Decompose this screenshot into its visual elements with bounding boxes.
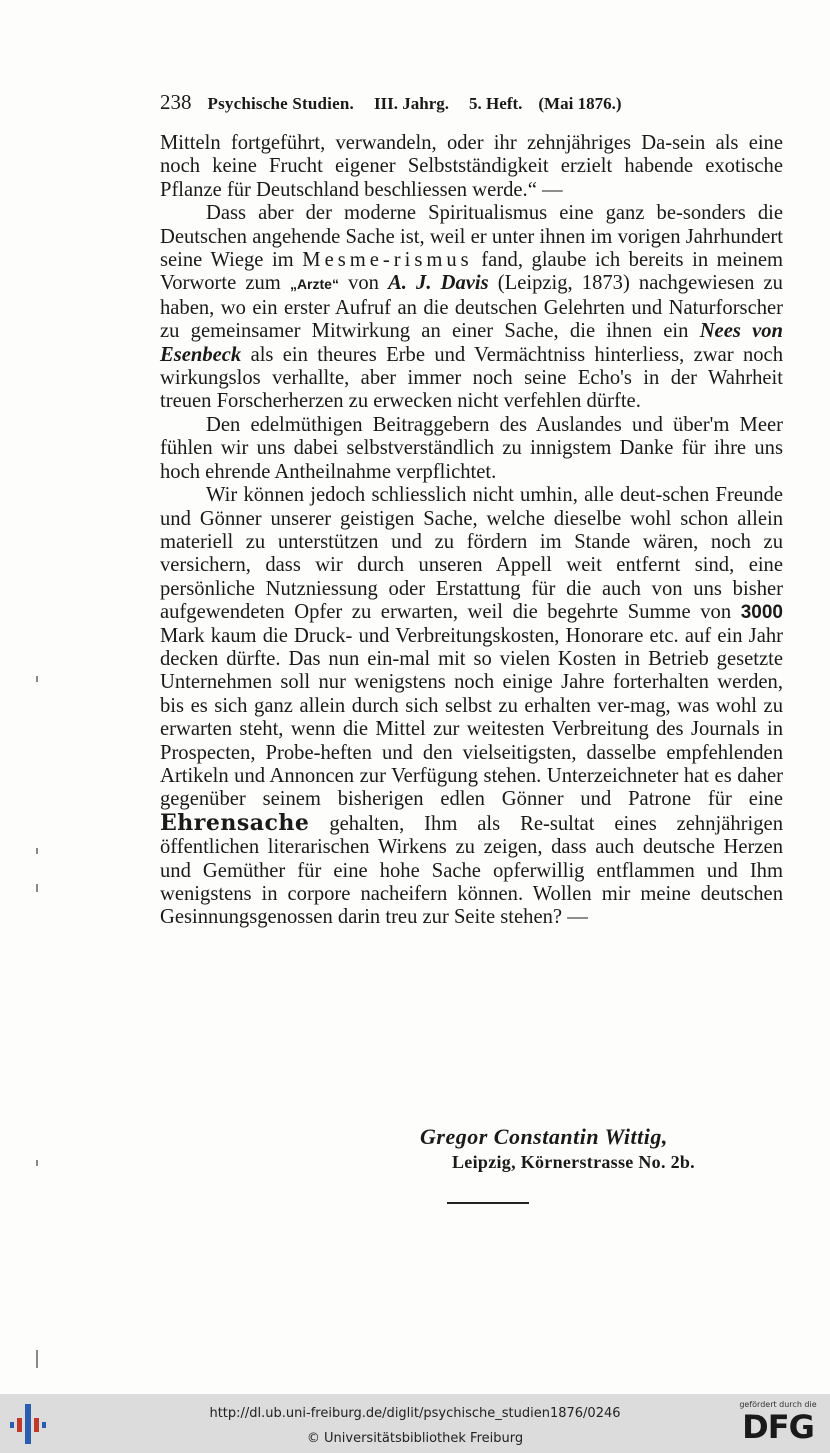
paragraph-1: Mitteln fortgeführt, verwandeln, oder ihr zehnjähriges Da-sein als eine noch keine Frucht eigener Selbstständigkeit erzielt habende exotische Pflanze für Deutschland beschliessen werde.“ — xyxy=(160,132,783,201)
margin-mark xyxy=(36,848,38,854)
arzte-title: „Arzte“ xyxy=(289,276,339,293)
word-ehrensache: Ehrensache xyxy=(160,809,310,836)
sponsor-caption: gefördert durch die xyxy=(739,1400,817,1409)
name-nees-von-esenbeck: Nees von Esenbeck xyxy=(160,320,783,366)
closing-rule xyxy=(447,1202,529,1204)
signature-address: Leipzig, Körnerstrasse No. 2b. xyxy=(452,1152,695,1172)
margin-mark xyxy=(36,884,38,892)
spaced-word-mesmerismus: Mesme-rismus xyxy=(302,249,473,272)
sum-amount: 3000 xyxy=(740,602,783,624)
paragraph-2: Dass aber der moderne Spiritualismus eine ganz be-sonders die Deutschen angehende Sache ist, weil er unter ihnen im vorigen Jahrhundert seine Wiege im Mesme-rismus fand, glaube ich bereits in meinem Vorworte zum „Arzte“ von A. J. Davis (Leipzig, 1873) nachgewiesen zu haben, wo ein erster Aufruf an die deutschen Gelehrten und Naturforscher zu gemeinsamer Mitwirkung an einer Sache, die ihnen ein Nees von Esenbeck als ein theures Erbe und Vermächtniss hinterliess, zwar noch wirkungslos verhallte, aber immer noch seine Echo's in der Wahrheit treuen Forscherherzen zu erwecken nicht verfehlen dürfte. xyxy=(160,202,784,413)
copyright: © Universitätsbibliothek Freiburg xyxy=(306,1431,524,1446)
body-text xyxy=(160,132,783,930)
paragraph-3: Den edelmüthigen Beitraggebern des Auslandes und über'm Meer fühlen wir uns dabei selbstverständlich zu innigstem Danke für ihre uns hoch ehrende Antheilnahme verpflichtet. xyxy=(160,413,783,483)
issue-date: (Mai 1876.) xyxy=(538,94,622,113)
page-number: 238 xyxy=(160,90,192,114)
viewer-footer xyxy=(0,1394,830,1453)
margin-mark xyxy=(36,676,38,682)
margin-mark xyxy=(36,1160,38,1166)
journal-title: Psychische Studien. xyxy=(207,94,354,113)
document-url[interactable]: http://dl.ub.uni-freiburg.de/diglit/psychische_studien1876/0246 xyxy=(209,1406,621,1421)
issue: 5. Heft. xyxy=(469,94,523,113)
paragraph-4: Wir können jedoch schliesslich nicht umhin, alle deut-schen Freunde und Gönner unserer geistigen Sache, welche dieselbe wohl schon allein materiell zu unterstützen und zu fördern im Stande wären, noch zu versichern, dass wir durch unseren Appell weit entfernt sind, eine persönliche Nutzniessung oder Erstattung für die auch von uns bisher aufgewendeten Opfer zu erwarten, weil die begehrte Summe von 3000 Mark kaum die Druck- und Verbreitungskosten, Honorare etc. auf ein Jahr decken dürfte. Das nun ein-mal mit so vielen Kosten in Betrieb gesetzte Unternehmen soll nur wenigstens noch einige Jahre forterhalten werden, bis es sich ganz allein durch sich selbst zu erhalten ver-mag, was wohl zu erwarten steht, wenn die Mittel zur weitesten Verbreitung des Journals in Prospecten, Probe-heften und den vielseitigsten, dasselbe empfehlenden Artikeln und Annoncen zur Verfügung stehen. Unterzeichneter hat es daher gegenüber seinem bisherigen edlen Gönner und Patrone für eine Ehrensache gehalten, Ihm als Re-sultat eines zehnjährigen öffentlichen literarischen Wirkens zu zeigen, dass auch deutsche Herzen und Gemüther für eine hohe Sache opferwillig entflammen und Ihm wenigstens in corpore nacheifern können. Wollen mir meine deutschen Gesinnungsgenossen darin treu zur Seite stehen? — xyxy=(160,484,783,929)
volume: III. Jahrg. xyxy=(373,94,450,113)
margin-mark xyxy=(36,1350,38,1368)
dfg-logo xyxy=(732,1400,824,1450)
author-davis: A. J. Davis xyxy=(388,272,489,295)
dfg-logo-text: DFG xyxy=(742,1408,814,1446)
running-header xyxy=(160,90,780,116)
signature-name: Gregor Constantin Wittig, xyxy=(420,1124,668,1149)
